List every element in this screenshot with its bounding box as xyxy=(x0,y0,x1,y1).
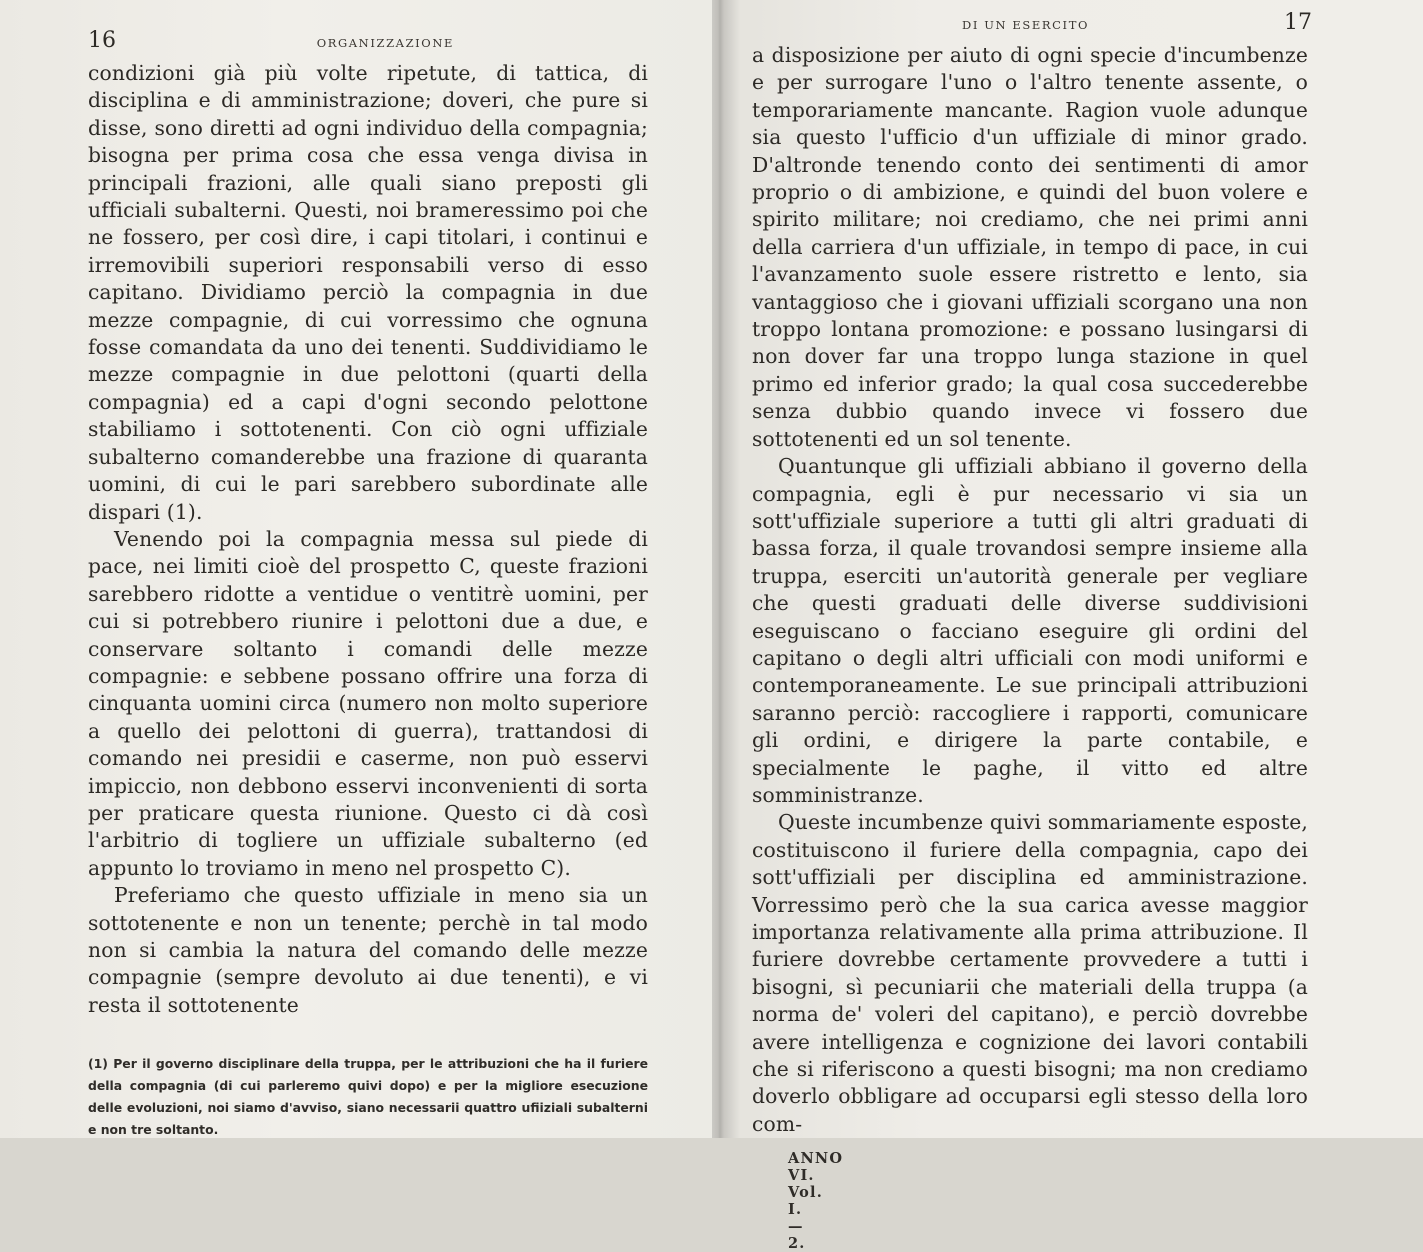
right-page: DI UN ESERCITO 17 a disposizione per aiuto di ogni specie d'incumbenze e per surrogare l'uno o l'altro tenente assente, o temporariamente mancante. Ragion vuole adunque sia questo l'ufficio d'un uffiziale di minor grado. D'altronde tenendo conto dei sentimenti di amor proprio o di ambizione, e quindi del buon volere e spirito militare; noi crediamo, che nei primi anni della carriera d'un uffiziale, in tempo di pace, in cui l'avanzamento suole essere ristretto e lento, sia vantaggioso che i giovani uffiziali scorgano una non troppo lontana promozione: e possano lusingarsi di non dover far una troppo lunga stazione in quel primo ed inferior grado; la qual cosa succederebbe senza dubbio quando invece vi fossero due sottotenenti ed un sol tenente. Quantunque gli uffiziali abbiano il governo della compagnia, egli è pur necessario vi sia un sott'uffiziale superiore a tutti gli altri graduati di bassa forza, il quale trovandosi sempre insieme alla truppa, eserciti un'autorità generale per vegliare che questi graduati delle diverse suddivisioni eseguiscano o facciano eseguire gli ordini del capitano o degli altri ufficiali con modi uniformi e contemporaneamente. Le sue principali attribuzioni saranno perciò: raccogliere i rapporti, comunicare gli ordini, e dirigere la parte contabile, e specialmente le paghe, il vitto ed altre somministranze. Queste incumbenze quivi sommariamente esposte, costituiscono il furiere della compagnia, capo dei sott'uffiziali per disciplina ed amministrazione. Vorressimo però che la sua carica avesse maggior importanza relativamente alla prima attribuzione. Il furiere dovrebbe certamente provvedere a tutti i bisogni, sì pecuniarii che materiali della truppa (a norma de' voleri del capitano), e perciò dovrebbe avere intelligenza e cognizione dei lavori contabili che si riferiscono a questi bisogni; ma non crediamo doverlo obbligare ad occuparsi egli stesso della loro com- ANNO VI. Vol. I. — 2. xyxy=(752,10,1312,1252)
paragraph: Quantunque gli uffiziali abbiano il governo della compagnia, egli è pur necessario vi sia un sott'uffiziale superiore a tutti gli altri graduati di bassa forza, il quale trovandosi sempre insieme alla truppa, eserciti un'autorità generale per vegliare che questi graduati delle diverse suddivisioni eseguiscano o facciano eseguire gli ordini del capitano o degli altri ufficiali con modi uniformi e contemporaneamente. Le sue principali attribuzioni saranno perciò: raccogliere i rapporti, comunicare gli ordini, e dirigere la parte contabile, e specialmente le paghe, il vitto ed altre somministranze. xyxy=(752,454,1308,807)
paragraph: condizioni già più volte ripetute, di tattica, di disciplina e di amministrazione; doveri, che pure si disse, sono diretti ad ogni individuo della compagnia; bisogna per prima cosa che essa venga divisa in principali frazioni, alle quali siano preposti gli ufficiali subalterni. Questi, noi brameressimo poi che ne fossero, per così dire, i capi titolari, i continui e irremovibili superiori responsabili verso di esso capitano. Dividiamo perciò la compagnia in due mezze compagnie, di cui vorressimo che ognuna fosse comandata da uno dei tenenti. Suddividiamo le mezze compagnie in due pelottoni (quarti della compagnia) ed a capi d'ogni secondo pelottone stabiliamo i sottotenenti. Con ciò ogni uffiziale subalterno comanderebbe una frazione di quaranta uomini, di cui le pari sarebbero subordinate alle dispari (1). xyxy=(88,61,648,524)
paragraph: Queste incumbenze quivi sommariamente esposte, costituiscono il furiere della compagnia, capo dei sott'uffiziali per disciplina ed amministrazione. Vorressimo però che la sua carica avesse maggior importanza relativamente alla prima attribuzione. Il furiere dovrebbe certamente provvedere a tutti i bisogni, sì pecuniarii che materiali della truppa (a norma de' voleri del capitano), e perciò dovrebbe avere intelligenza e cognizione dei lavori contabili che si riferiscono a questi bisogni; ma non crediamo doverlo obbligare ad occuparsi egli stesso della loro com- xyxy=(752,810,1308,1136)
page-number: 17 xyxy=(1284,10,1312,35)
paragraph: a disposizione per aiuto di ogni specie d'incumbenze e per surrogare l'uno o l'altro tenente assente, o temporariamente mancante. Ragion vuole adunque sia questo l'ufficio d'un uffiziale di minor grado. D'altronde tenendo conto dei sentimenti di amor proprio o di ambizione, e quindi del buon volere e spirito militare; noi crediamo, che nei primi anni della carriera d'un uffiziale, in tempo di pace, in cui l'avanzamento suole essere ristretto e lento, sia vantaggioso che i giovani uffiziali scorgano una non troppo lontana promozione: e possano lusingarsi di non dover far una troppo lunga stazione in quel primo ed inferior grado; la qual cosa succederebbe senza dubbio quando invece vi fossero due sottotenenti ed un sol tenente. xyxy=(752,43,1308,451)
running-head: ORGANIZZAZIONE xyxy=(316,36,454,50)
paragraph: Venendo poi la compagnia messa sul piede di pace, nei limiti cioè del prospetto C, queste frazioni sarebbero ridotte a ventidue o ventitrè uomini, per cui si potrebbero riunire i pelottoni due a due, e conservare soltanto i comandi delle mezze compagnie: e sebbene possano offrire una forza di cinquanta uomini circa (numero non molto superiore a quello dei pelottoni di guerra), trattandosi di comando nei presidii e caserme, non può esservi impiccio, non debbono esservi inconvenienti di sorta per praticare questa riunione. Questo ci dà così l'arbitrio di togliere un uffiziale subalterno (ed appunto lo troviamo in meno nel prospetto C). xyxy=(88,526,648,880)
right-page-body xyxy=(752,42,1308,1138)
page-number: 16 xyxy=(88,28,116,53)
running-head: DI UN ESERCITO xyxy=(962,18,1089,32)
right-page-header xyxy=(752,10,1312,40)
footnote: (1) Per il governo disciplinare della truppa, per le attribuzioni che ha il furiere della compagnia (di cui parleremo quivi dopo) e per la migliore esecuzione delle evoluzioni, noi siamo d'avviso, siano necessarii quattro ufiiziali subalterni e non tre soltanto. xyxy=(88,1056,648,1138)
paragraph: Preferiamo che questo uffiziale in meno sia un sottotenente e non un tenente; perchè in tal modo non si cambia la natura del comando delle mezze compagnie (sempre devoluto ai due tenenti), e vi resta il sottotenente xyxy=(88,883,648,1017)
